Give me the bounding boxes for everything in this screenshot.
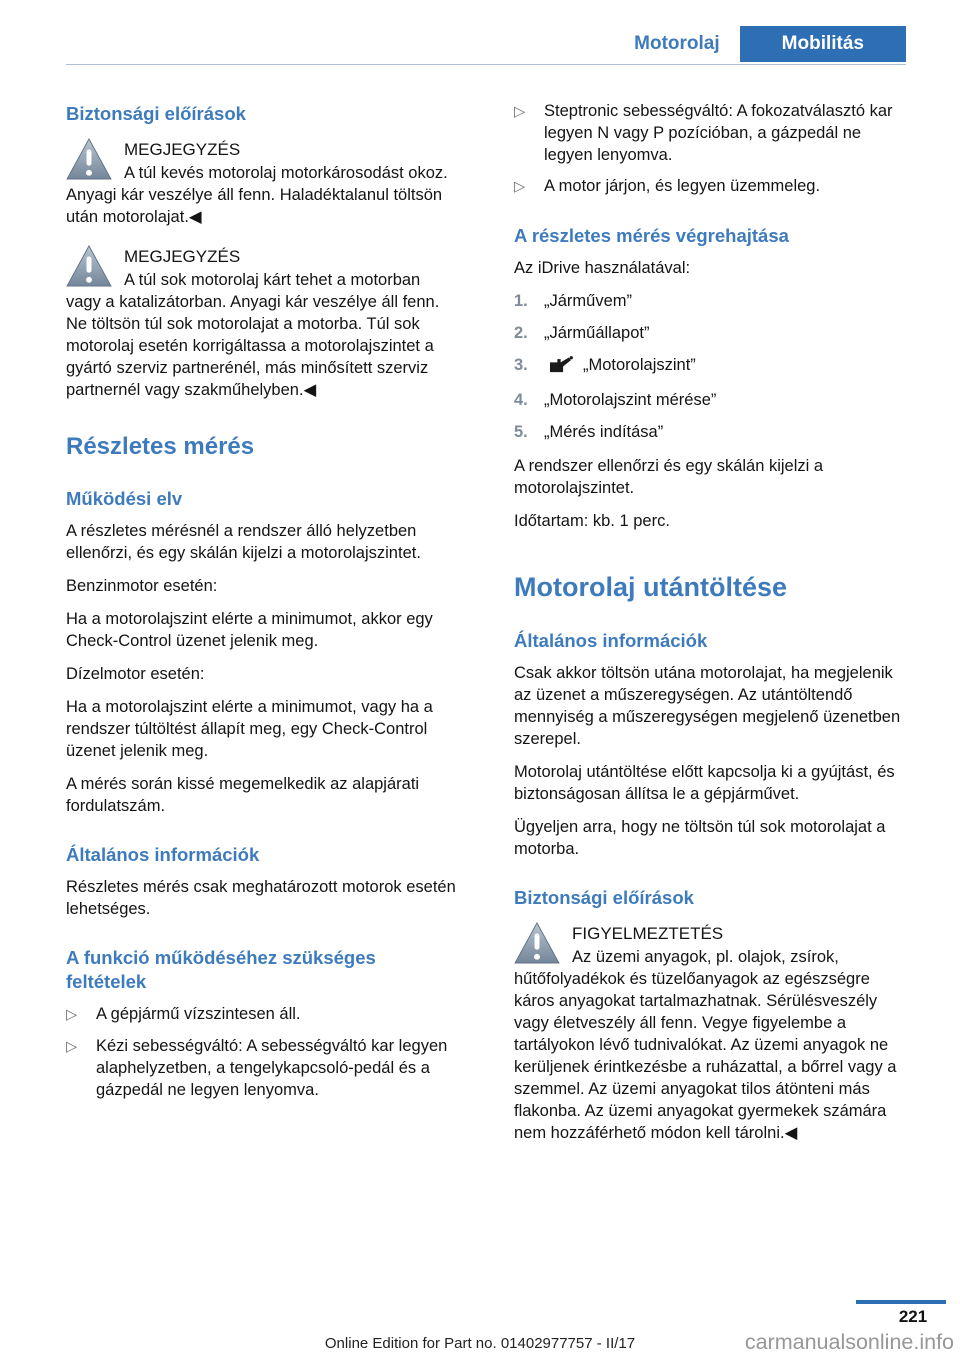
paragraph: Benzinmotor esetén: [66,577,218,596]
paragraph: Motorolaj utántöltése előtt kapcsolja ki a gyújtást, és biztonságosan állítsa le a gépjárművet. [514,763,895,804]
heading-general-info-refill: Általános információk [514,630,708,652]
note-label: MEGJEGYZÉS [124,140,241,160]
paragraph: A részletes mérésnél a rendszer álló helyzetben ellenőrzi, és egy skálán kijelzi a motorolajszintet. [66,522,421,563]
heading-operating-principle: Működési elv [66,488,183,510]
edition-note: Online Edition for Part no. 01402977757 - II/17 [324,1335,636,1352]
caution-note-2 [66,242,458,401]
heading-detailed-measurement: Részletes mérés [66,433,255,461]
heading-safety-refill: Biztonsági előírások [514,887,694,909]
heading-oil-refill: Motorolaj utántöltése [514,572,788,603]
oil-can-icon [544,355,574,379]
step-number: 1. [514,292,528,311]
two-column-content [66,100,902,1158]
paragraph: Részletes mérés csak meghatározott motorok esetén lehetséges. [66,878,456,919]
list-item: ▷ A motor járjon, és legyen üzemmeleg. [514,175,902,198]
page-number: 221 [898,1307,928,1326]
list-item: 3. „Motorolajszint” [514,354,902,379]
paragraph: A mérés során kissé megemelkedik az alapjárati fordulatszám. [66,775,420,816]
paragraph: Ügyeljen arra, hogy ne töltsön túl sok motorolajat a motorba. [514,818,886,859]
paragraph: Dízelmotor esetén: [66,665,205,684]
idrive-steps [514,290,902,443]
step-number: 4. [514,391,528,410]
step-number: 5. [514,423,528,442]
list-item: 5. „Mérés indítása” [514,423,664,442]
paragraph: Az iDrive használatával: [514,259,691,278]
header-divider [66,64,906,65]
watermark: carmanualsonline.info [744,1330,954,1354]
list-item: ▷ Kézi sebességváltó: A sebességváltó kar legyen alaphelyzetben, a tengelykapcsoló-pedál és a gázpedál ne legyen lenyomva. [66,1036,448,1099]
paragraph: Csak akkor töltsön utána motorolajat, ha megjelenik az üzenet a műszeregységen. Az utántöltendő mennyiség a műszeregységen megjelenő üzenetben szerepel. [514,664,901,749]
triangle-bullet-icon: ▷ [514,104,526,120]
heading-function-conditions: A funkció működéséhez szükséges feltételek [66,947,376,992]
caution-note-1 [66,135,458,228]
warning-triangle-icon [514,922,560,964]
footer-divider [856,1300,946,1304]
list-item: 4. „Motorolajszint mérése” [514,391,717,410]
note-text: A túl kevés motorolaj motorkárosodást okoz. Anyagi kár veszélye áll fenn. Haladéktalanul töltsön után motorolajat.◀ [66,164,448,227]
left-column [66,100,458,1158]
warning-note [514,919,902,1144]
list-item: 1. „Járművem” [514,292,633,311]
paragraph: A rendszer ellenőrzi és egy skálán kijelzi a motorolajszintet. [514,457,824,498]
note-text: Az üzemi anyagok, pl. olajok, zsírok, hűtőfolyadékok és tüzelőanyagok az egészségre káros anyagokat tartalmazhatnak. Sérülésveszély vagy életveszély áll fenn. Vegye figyelembe a tartályokon lévő tudnivalókat. Az üzemi anyagok ne kerüljenek érintkezésbe a ruházattal, a bőrrel vagy a szemmel. Az üzemi anyagokat tilos átönteni más flakonba. Az üzemi anyagokat gyermekek számára nem hozzáférhető módon kell tárolni.◀ [514,948,897,1143]
step-number: 2. [514,324,528,343]
paragraph: Ha a motorolajszint elérte a minimumot, vagy ha a rendszer túltöltést állapít meg, egy Check-Control üzenet jelenik meg. [66,698,433,761]
list-item: ▷ A gépjármű vízszintesen áll. [66,1003,458,1026]
warning-triangle-icon [66,245,112,287]
triangle-bullet-icon: ▷ [66,1038,78,1055]
paragraph: Időtartam: kb. 1 perc. [514,512,670,531]
note-text: A túl sok motorolaj kárt tehet a motorban vagy a katalizátorban. Anyagi kár veszélye áll fenn. Ne töltsön túl sok motorolajat a motorba. Túl sok motorolaj esetén korrigáltassa a motorolajszintet a gyártó szerviz partnerénél, más minősített szerviz partnernél vagy szakműhelyben.◀ [66,271,440,400]
triangle-bullet-icon: ▷ [514,179,526,195]
header-section-label: Motorolaj [634,33,720,54]
triangle-bullet-icon: ▷ [66,1006,78,1023]
right-column [514,100,902,1158]
chapter-badge: Mobilitás [740,26,906,62]
heading-measurement-execution: A részletes mérés végrehajtása [514,225,789,246]
note-label: FIGYELMEZTETÉS [572,924,724,944]
warning-triangle-icon [66,138,112,180]
paragraph: Ha a motorolajszint elérte a minimumot, akkor egy Check-Control üzenet jelenik meg. [66,610,433,651]
note-label: MEGJEGYZÉS [124,247,241,267]
page-header [66,26,906,62]
heading-safety: Biztonsági előírások [66,103,246,124]
list-item: ▷ Steptronic sebességváltó: A fokozatválasztó kar legyen N vagy P pozícióban, a gázpedál ne legyen lenyomva. [514,102,893,164]
list-item: 2. „Járműállapot” [514,324,650,343]
heading-general-info: Általános információk [66,844,260,866]
step-number: 3. [514,356,528,375]
